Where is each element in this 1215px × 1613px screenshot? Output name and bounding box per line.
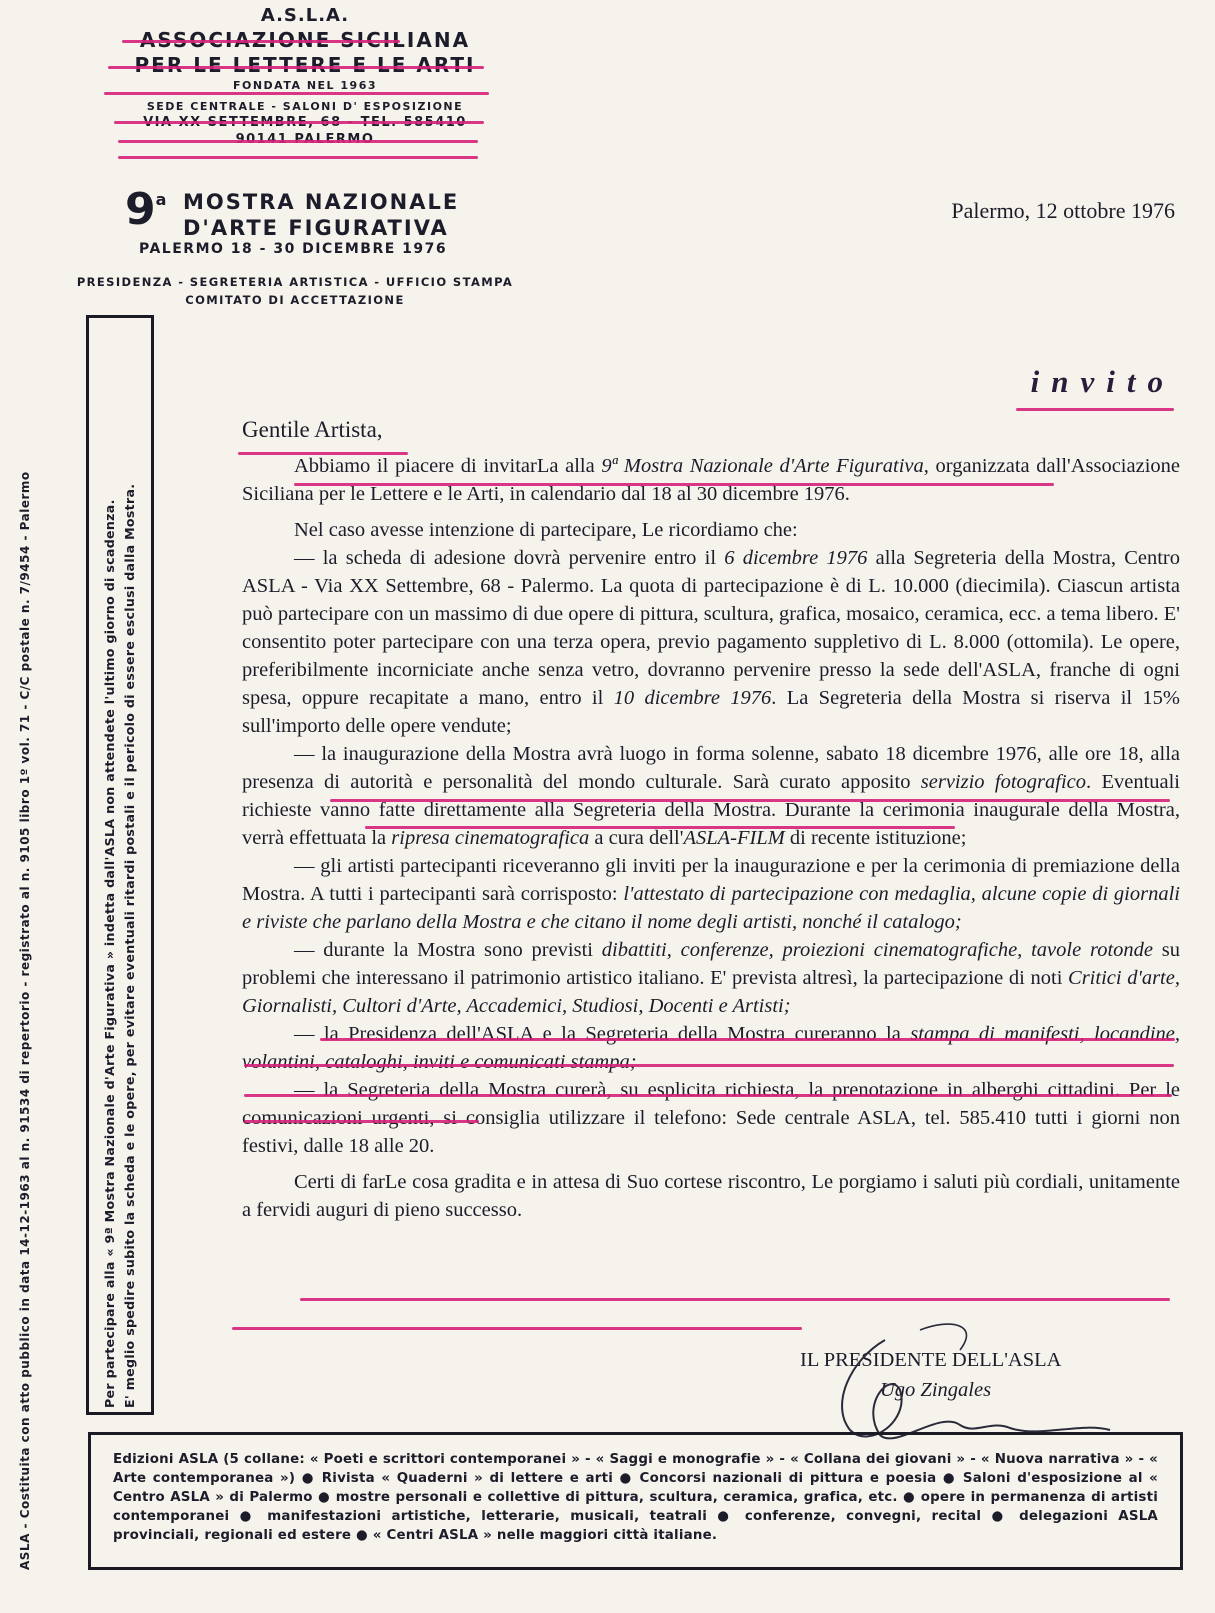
signature-name: Ugo Zingales [880, 1379, 992, 1401]
letter-body [242, 416, 1180, 1224]
paragraph-events: — durante la Mostra sono previsti dibattiti, conferenze, proiezioni cinematografiche, tavole rotonde su problemi che interessano il patrimonio artistico italiano. E' prevista altresì, la partecipazione di noti Critici d'arte, Giornalisti, Cultori d'Arte, Accademici, Studiosi, Docenti e Artisti; [242, 939, 1180, 1017]
highlight-mark [122, 40, 400, 43]
exhibition-title-line2: D'ARTE FIGURATIVA [183, 216, 449, 240]
side-notice-line1: Per partecipare alla « 9ª Mostra Nazionale d'Arte Figurativa » indetta dall'ASLA non attendete l'ultimo giorno di scadenza. [102, 499, 117, 1408]
paragraph-registration: — la scheda di adesione dovrà pervenire entro il 6 dicembre 1976 alla Segreteria della Mostra, Centro ASLA - Via XX Settembre, 68 - Palermo. La quota di partecipazione è di L. 10.000 (diecimila). Ciascun artista può partecipare con un massimo di due opere di pittura, scultura, grafica, mosaico, ceramica, ecc. a tema libero. E' consentito poter partecipare con una terza opera, previo pagamento suppletivo di L. 8.000 (ottomila). Le opere, preferibilmente incorniciate anche senza vetro, dovranno pervenire presso la sede dell'ASLA, franche di ogni spesa, oppure recapitate a mano, entro il 10 dicembre 1976. La Segreteria della Mostra si riserva il 15% sull'importo delle opere vendute; [242, 547, 1180, 737]
highlight-mark [108, 66, 484, 69]
highlight-mark [294, 483, 1054, 486]
letterhead [100, 4, 510, 148]
highlight-mark [114, 121, 484, 124]
side-notice-text [100, 318, 140, 1408]
highlight-mark [232, 1327, 802, 1330]
exhibition-dates: PALERMO 18 - 30 DICEMBRE 1976 [139, 241, 448, 257]
invito-heading: invito [1030, 364, 1175, 399]
offices-line1: PRESIDENZA - SEGRETERIA ARTISTICA - UFFICIO STAMPA [76, 275, 514, 289]
exhibition-number: 9$^a$ [125, 184, 167, 235]
highlight-mark [118, 140, 478, 143]
headquarters-line: SEDE CENTRALE - SALONI D' ESPOSIZIONE [146, 100, 464, 113]
signature-title: IL PRESIDENTE DELL'ASLA [800, 1349, 1062, 1371]
closing-paragraph: Certi di farLe cosa gradita e in attesa di Suo cortese riscontro, Le porgiamo i saluti più cordiali, unitamente a fervidi auguri di pieno successo. [242, 1171, 1180, 1221]
side-registration-text: ASLA - Costituita con atto pubblico in data 14-12-1963 al n. 91534 di repertorio - registrato al n. 9105 libro 1º vol. 71 - C/C postale n. 7/9454 - Palermo [18, 471, 32, 1570]
city-line: 90141 PALERMO [235, 132, 375, 147]
handwritten-signature [790, 1310, 1120, 1450]
salutation: Gentile Artista, [242, 417, 383, 442]
footer-box [88, 1432, 1183, 1570]
highlight-mark [238, 452, 408, 455]
highlight-mark [330, 799, 1170, 802]
highlight-mark [244, 1120, 479, 1123]
place-date: Palermo, 12 ottobre 1976 [951, 198, 1175, 223]
address-line: VIA XX SETTEMBRE, 68 - TEL. 585410 [143, 115, 467, 130]
paragraph-reminder: Nel caso avesse intenzione di partecipare, Le ricordiamo che: [294, 519, 798, 541]
highlight-mark [1016, 408, 1174, 411]
highlight-mark [118, 156, 478, 159]
paragraph-press: — la Presidenza dell'ASLA e la Segreteria della Mostra cureranno la stampa di manifesti, locandine, volantini, cataloghi, inviti e comunicati stampa; [242, 1023, 1180, 1073]
paragraph-hotels: — la Segreteria della Mostra curerà, su esplicita richiesta, la prenotazione in alberghi cittadini. Per le comunicazioni urgenti, si consiglia utilizzare il telefono: Sede centrale ASLA, tel. 585.410 tutti i giorni non festivi, dalle 18 alle 20. [242, 1079, 1180, 1157]
side-notice-line2: E' meglio spedire subito la scheda e le opere, per evitare eventuali ritardi postali e il pericolo di essere esclusi dalla Mostra. [122, 483, 137, 1408]
paragraph-intro: Abbiamo il piacere di invitarLa alla 9ª Mostra Nazionale d'Arte Figurativa, organizzata dall'Associazione Siciliana per le Lettere e le Arti, in calendario dal 18 al 30 dicembre 1976. [242, 455, 1180, 505]
highlight-mark [244, 1094, 1172, 1097]
highlight-mark [104, 92, 489, 95]
highlight-mark [365, 826, 955, 829]
association-name-line2: PER LE LETTERE E LE ARTI [134, 53, 476, 77]
paragraph-inauguration: — la inaugurazione della Mostra avrà luogo in forma solenne, sabato 18 dicembre 1976, alle ore 18, alla presenza di autorità e personalità del mondo culturale. Sarà curato apposito servizio fotografico. Eventuali richieste vanno fatte direttamente alla Segreteria della Mostra. Durante la cerimonia inaugurale della Mostra, verrà effettuata la ripresa cinematografica a cura dell'ASLA-FILM di recente istituzione; [242, 743, 1181, 849]
footer-text: Edizioni ASLA (5 collane: « Poeti e scrittori contemporanei » - « Saggi e monografie » - « Collana dei giovani » - « Nuova narrativa » - « Arte contemporanea ») ● Rivista « Quaderni » di lettere e arti ● Concorsi nazionali di pittura e poesia ● Saloni d'esposizione al « Centro ASLA » di Palermo ● mostre personali e collettive di pittura, scultura, ceramica, grafica, etc. ● opere in permanenza di artisti contemporanei ● manifestazioni artistiche, letterarie, musicali, teatrali ● conferenze, convegni, recital ● delegazioni ASLA provinciali, regionali ed estere ● « Centri ASLA » nelle maggiori città italiane. [113, 1452, 1158, 1543]
offices-line2: COMITATO DI ACCETTAZIONE [185, 293, 405, 307]
association-acronym: A.S.L.A. [260, 5, 350, 26]
highlight-mark [320, 1038, 1175, 1041]
paragraph-participants: — gli artisti partecipanti riceveranno gli inviti per la inaugurazione e per la cerimonia di premiazione della Mostra. A tutti i partecipanti sarà corrisposto: l'attestato di partecipazione con medaglia, alcune copie di giornali e riviste che parlano della Mostra e che citano il nome degli artisti, nonché il catalogo; [242, 855, 1180, 933]
exhibition-title-line1: MOSTRA NAZIONALE [183, 190, 460, 214]
association-name-line1: ASSOCIAZIONE SICILIANA [139, 28, 471, 52]
offices-block [60, 273, 530, 309]
founded-line: FONDATA NEL 1963 [232, 79, 378, 92]
highlight-mark [300, 1298, 1170, 1301]
highlight-mark [244, 1064, 1174, 1067]
